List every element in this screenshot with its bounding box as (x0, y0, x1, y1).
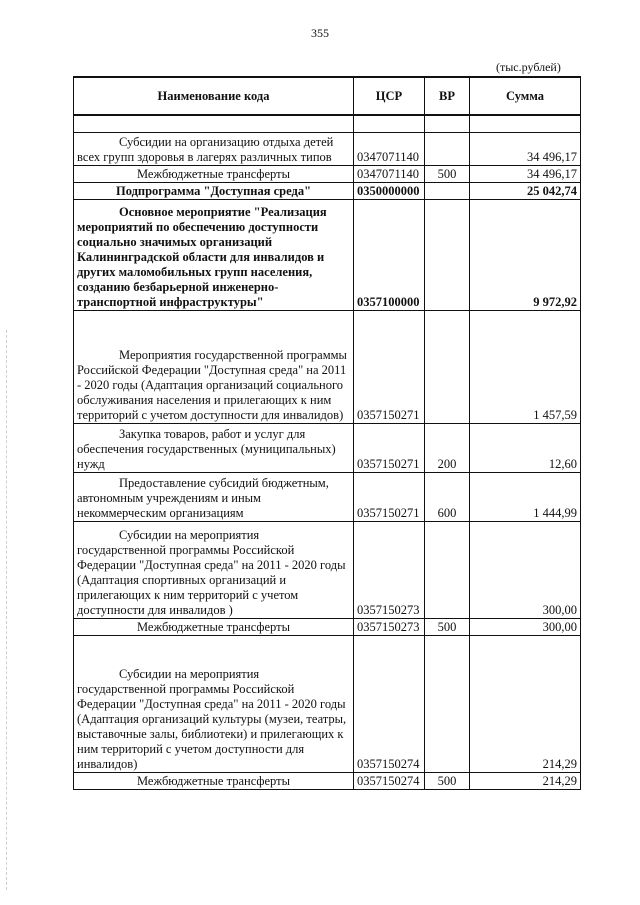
row-sum: 1 457,59 (470, 311, 581, 424)
row-csr: 0357150271 (354, 424, 425, 473)
budget-table (73, 76, 581, 790)
header-name: Наименование кода (74, 77, 354, 115)
table-header-row (74, 77, 581, 115)
row-sum: 300,00 (470, 619, 581, 636)
row-name: Межбюджетные трансферты (74, 166, 354, 183)
row-csr: 0357150274 (354, 636, 425, 773)
table-row-subprogram (74, 183, 581, 200)
row-sum: 214,29 (470, 636, 581, 773)
row-csr: 0350000000 (354, 183, 425, 200)
row-name: Основное мероприятие "Реализация мероприятий по обеспечению доступности социально значимых организаций Калининградской области для инвалидов и других маломобильных групп населения, созданию безбарьерной инженерно-транспортной инфраструктуры" (74, 200, 354, 311)
row-sum: 34 496,17 (470, 133, 581, 166)
table-row (74, 166, 581, 183)
units-label: (тыс.рублей) (496, 60, 561, 74)
header-csr: ЦСР (354, 77, 425, 115)
row-vr (425, 311, 470, 424)
row-vr (425, 133, 470, 166)
row-name: Предоставление субсидий бюджетным, автономным учреждениям и иным некоммерческим организациям (74, 473, 354, 522)
row-name: Межбюджетные трансферты (74, 773, 354, 790)
row-csr: 0347071140 (354, 166, 425, 183)
row-sum: 1 444,99 (470, 473, 581, 522)
row-name: Субсидии на мероприятия государственной программы Российской Федерации "Доступная среда" на 2011 - 2020 годы (Адаптация спортивных организаций и прилегающих к ним территорий с учетом доступности для инвалидов ) (74, 522, 354, 619)
row-csr: 0357150273 (354, 522, 425, 619)
row-name: Субсидии на организацию отдыха детей всех групп здоровья в лагерях различных типов (74, 133, 354, 166)
page-number: 355 (311, 26, 329, 40)
row-vr (425, 636, 470, 773)
row-vr (425, 200, 470, 311)
row-csr: 0357150273 (354, 619, 425, 636)
row-csr: 0357150271 (354, 311, 425, 424)
header-vr: ВР (425, 77, 470, 115)
row-csr: 0347071140 (354, 133, 425, 166)
margin-mark (6, 330, 7, 890)
row-vr: 500 (425, 619, 470, 636)
row-name: Подпрограмма "Доступная среда" (74, 183, 354, 200)
row-sum: 9 972,92 (470, 200, 581, 311)
row-sum: 214,29 (470, 773, 581, 790)
row-csr: 0357150274 (354, 773, 425, 790)
row-vr: 200 (425, 424, 470, 473)
table-row-main-activity (74, 200, 581, 311)
row-sum: 25 042,74 (470, 183, 581, 200)
row-vr: 600 (425, 473, 470, 522)
row-sum: 12,60 (470, 424, 581, 473)
row-vr: 500 (425, 166, 470, 183)
row-vr (425, 522, 470, 619)
spacer-row (74, 115, 581, 133)
row-sum: 300,00 (470, 522, 581, 619)
table-row (74, 311, 581, 424)
row-name: Субсидии на мероприятия государственной программы Российской Федерации "Доступная среда" на 2011 - 2020 годы (Адаптация организаций культуры (музеи, театры, выставочные залы, библиотеки) и прилегающих к ним территорий с учетом доступности для инвалидов) (74, 636, 354, 773)
row-csr: 0357100000 (354, 200, 425, 311)
table-row (74, 636, 581, 773)
row-vr: 500 (425, 773, 470, 790)
table-row (74, 133, 581, 166)
table-row (74, 773, 581, 790)
row-csr: 0357150271 (354, 473, 425, 522)
table-row (74, 424, 581, 473)
table-row (74, 522, 581, 619)
row-name: Закупка товаров, работ и услуг для обеспечения государственных (муниципальных) нужд (74, 424, 354, 473)
row-vr (425, 183, 470, 200)
table-row (74, 473, 581, 522)
header-sum: Сумма (470, 77, 581, 115)
table-row (74, 619, 581, 636)
row-name: Межбюджетные трансферты (74, 619, 354, 636)
row-name: Мероприятия государственной программы Российской Федерации "Доступная среда" на 2011 - 2020 годы (Адаптация организаций социального обслуживания населения и прилегающих к ним территорий с учетом доступности для инвалидов) (74, 311, 354, 424)
row-sum: 34 496,17 (470, 166, 581, 183)
